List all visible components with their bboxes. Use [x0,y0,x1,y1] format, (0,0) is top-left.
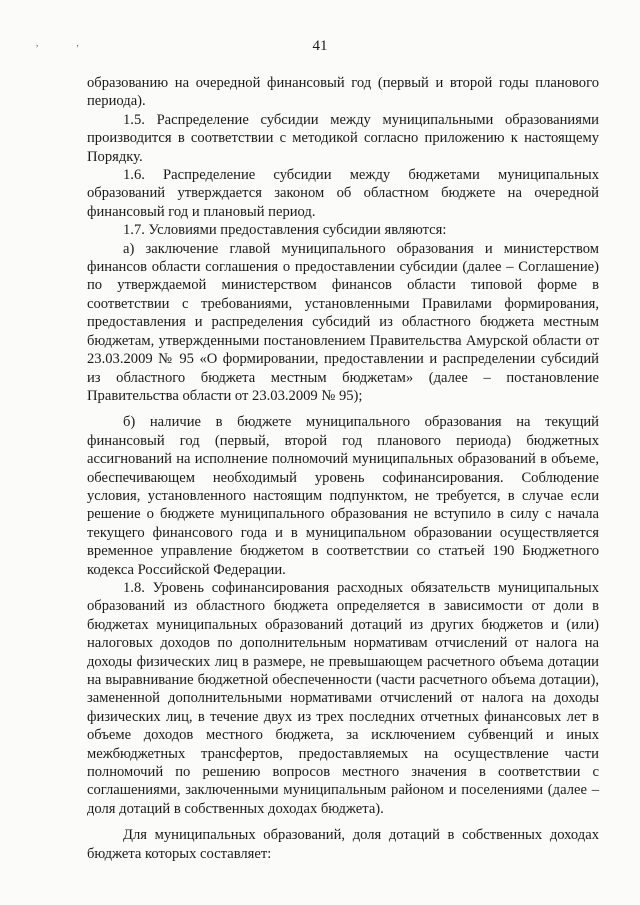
margin-marks: , , [36,38,97,48]
paragraph-1-5: 1.5. Распределение субсидии между муниципальными образованиями производится в соответствии с методикой согласно приложению к настоящему Порядку. [87,111,599,165]
paragraph-1-6: 1.6. Распределение субсидии между бюджетами муниципальных образований утверждается законом об областном бюджете на очередной финансовый год и плановый период. [87,167,599,220]
page-number: 41 [312,38,328,54]
paragraph-1-8: 1.8. Уровень софинансирования расходных обязательств муниципальных образований из областного бюджета определяется в зависимости от доли в бюджетах муниципальных образований дотаций из других бюджетов и (или) налоговых доходов по дополнительным нормативам отчислений от налога на доходы физических лиц в размере, не превышающем расчетного объема дотации на выравнивание бюджетной обеспеченности (части расчетного объема дотации), замененной дополнительными нормативами отчислений от налога на доходы физических лиц, в течение двух из трех последних отчетных финансовых лет в объеме доходов местного бюджета, за исключением субвенций и иных межбюджетных трансфертов, предоставляемых на осуществление части полномочий по решению вопросов местного значения в соответствии с соглашениями, заключенными муниципальным районом и поселениями (далее – доля дотаций в собственных доходах бюджета). [87,579,599,817]
document-body [87,74,599,863]
paragraph-condition-a: а) заключение главой муниципального образования и министерством финансов области соглашения о предоставлении субсидии (далее – Соглашение) по утверждаемой министерством финансов области типовой форме в соответствии с требованиями, установленными Правилами формирования, предоставления и распределения субсидий из областного бюджета местным бюджетам, утвержденными постановлением Правительства Амурской области от 23.03.2009 № 95 «О формировании, предоставлении и распределении субсидий из областного бюджета местным бюджетам» (далее – постановление Правительства области от 23.03.2009 № 95); [87,240,599,404]
paragraph-dotation-share: Для муниципальных образований, доля дотаций в собственных доходах бюджета которых составляет: [87,827,599,862]
paragraph-continuation: образованию на очередной финансовый год (первый и второй годы планового периода). [87,75,599,110]
paragraph-condition-b: б) наличие в бюджете муниципального образования на текущий финансовый год (первый, второй год планового периода) бюджетных ассигнований на исполнение полномочий муниципальных образований в объеме, обеспечивающем необходимый уровень софинансирования. Соблюдение условия, установленного настоящим подпунктом, не требуется, в случае если решение о бюджете муниципального образования не вступило в силу с начала текущего финансового года и в муниципальном образовании осуществляется временное управление бюджетом в соответствии со статьей 190 Бюджетного кодекса Российской Федерации. [87,414,599,578]
paragraph-1-7: 1.7. Условиями предоставления субсидии являются: [123,222,447,239]
